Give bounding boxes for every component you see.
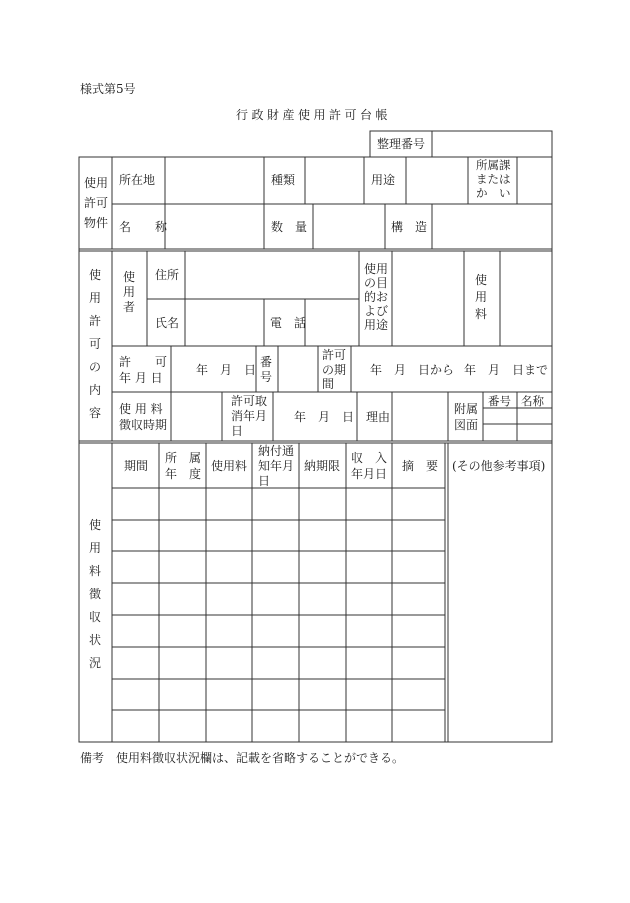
- collection-label-char: 況: [88, 656, 101, 670]
- seiri-bango-label: 整理番号: [377, 137, 426, 151]
- content-label-char: の: [88, 360, 101, 374]
- fee-label-char: 使: [474, 273, 487, 287]
- header-fiscal-year-1: 所 属: [165, 451, 202, 465]
- number-field[interactable]: [279, 347, 317, 391]
- permit-date-value: 年 月 日: [196, 363, 257, 377]
- content-group-label: [88, 264, 102, 425]
- other-reference-field[interactable]: [449, 478, 551, 741]
- name-label: 名 称: [119, 220, 168, 234]
- user-label-char: 用: [122, 285, 135, 299]
- reason-field[interactable]: [393, 393, 447, 440]
- name-field[interactable]: [166, 205, 263, 248]
- other-reference-label: (その他参考事項): [452, 459, 546, 473]
- fee-collection-label-2: 徴収時期: [119, 418, 168, 432]
- dept-label-1: 所属課: [476, 158, 511, 172]
- use-label: 用途: [371, 173, 396, 187]
- cancel-date-label-1: 許可取: [231, 394, 268, 408]
- permit-period-label-2: の期: [322, 363, 347, 377]
- content-label-char: 可: [88, 337, 101, 351]
- collection-label-char: 使: [88, 518, 101, 532]
- type-label: 種類: [271, 173, 296, 187]
- cancel-date-label-2: 消年月: [231, 409, 268, 423]
- structure-field[interactable]: [433, 205, 551, 248]
- user-label: [122, 270, 136, 315]
- collection-label-char: 用: [88, 541, 101, 555]
- fee-label-char: 料: [474, 307, 487, 321]
- content-label-char: 使: [88, 268, 101, 282]
- quantity-field[interactable]: [314, 205, 384, 248]
- address-field[interactable]: [186, 252, 358, 298]
- fee-field[interactable]: [501, 252, 551, 345]
- location-label: 所在地: [119, 173, 156, 187]
- content-label-char: 用: [88, 291, 101, 305]
- fee-label: [474, 272, 488, 323]
- reason-label: [366, 410, 390, 425]
- property-group-label-2: 許可: [84, 196, 109, 210]
- header-deadline: 納期限: [304, 459, 341, 473]
- fee-collection-label-1: 使 用 料: [119, 402, 163, 416]
- header-fee: 使用料: [211, 459, 248, 473]
- seiri-bango-field[interactable]: [433, 132, 551, 156]
- dept-field[interactable]: [518, 158, 551, 203]
- reason-label-char: 理: [366, 410, 379, 424]
- header-notice-date-1: 納付通: [258, 444, 295, 458]
- user-label-char: 使: [122, 270, 135, 284]
- content-label-char: 許: [88, 314, 101, 328]
- user-label-char: 者: [122, 300, 135, 314]
- footnote: 備考 使用料徴収状況欄は、記載を省略することができる。: [80, 751, 405, 765]
- fee-collection-field[interactable]: [172, 393, 221, 440]
- cancel-date-label-3: 日: [231, 424, 244, 438]
- form-number: 様式第5号: [80, 82, 136, 96]
- collection-label-char: 収: [88, 610, 101, 624]
- header-receipt-date-1: 収 入: [351, 451, 388, 465]
- collection-label-char: 状: [88, 633, 101, 647]
- content-label-char: 内: [88, 383, 101, 397]
- fee-label-char: 用: [474, 290, 487, 304]
- dept-label-2: または: [476, 172, 511, 186]
- use-field[interactable]: [407, 158, 467, 203]
- address-label: 住所: [155, 268, 180, 282]
- property-group-label-1: 使用: [84, 176, 109, 190]
- structure-label: 構 造: [391, 220, 428, 234]
- purpose-label-2: の目: [364, 276, 389, 290]
- type-field[interactable]: [306, 158, 363, 203]
- attached-label-1: 附属: [454, 402, 479, 416]
- phone-field[interactable]: [306, 300, 358, 345]
- permit-date-label-1: 許 可: [119, 355, 168, 369]
- page-title: 行政財産使用許可台帳: [236, 108, 392, 122]
- period-from: 年 月 日から: [370, 363, 455, 377]
- permit-period-label-1: 許可: [322, 348, 347, 362]
- dept-label-3: か い: [476, 186, 511, 200]
- attached-number-header: 番号: [488, 394, 511, 408]
- purpose-label-1: 使用: [364, 262, 389, 276]
- number-label-1: 番: [260, 355, 273, 369]
- reason-label-char: 由: [378, 410, 391, 424]
- content-label-char: 容: [88, 406, 101, 420]
- header-receipt-date-2: 年月日: [351, 467, 388, 481]
- shimei-label: 氏名: [155, 316, 180, 330]
- permit-date-label-2: 年 月 日: [119, 371, 163, 385]
- property-group-label-3: 物件: [84, 216, 109, 230]
- location-field[interactable]: [166, 158, 263, 203]
- header-period: 期間: [124, 459, 149, 473]
- shimei-field[interactable]: [186, 300, 263, 345]
- header-notice-date-3: 日: [258, 474, 271, 488]
- attached-label-2: 図面: [454, 418, 479, 432]
- collection-group-label: [88, 514, 102, 675]
- attached-name-header: 名称: [521, 394, 544, 408]
- header-fiscal-year-2: 年 度: [165, 467, 202, 481]
- number-label-2: 号: [260, 370, 273, 384]
- permit-period-label-3: 間: [322, 377, 335, 391]
- phone-label: 電 話: [270, 316, 307, 330]
- cancel-date-value: 年 月 日: [294, 410, 355, 424]
- purpose-label-4: よび: [364, 304, 389, 318]
- purpose-field[interactable]: [393, 252, 463, 345]
- period-to: 年 月 日まで: [464, 363, 549, 377]
- collection-label-char: 徴: [88, 587, 101, 601]
- quantity-label: 数 量: [271, 220, 308, 234]
- purpose-label-5: 用途: [364, 318, 389, 332]
- header-summary: 摘 要: [402, 459, 439, 473]
- purpose-label-3: 的お: [364, 290, 389, 304]
- collection-label-char: 料: [88, 564, 101, 578]
- header-notice-date-2: 知年月: [258, 459, 295, 473]
